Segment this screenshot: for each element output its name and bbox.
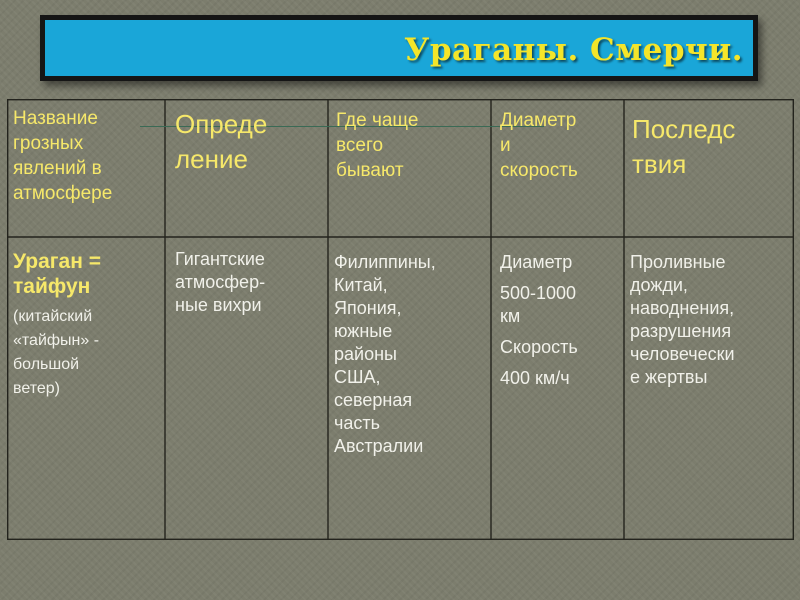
speed-value: 400 км/ч <box>500 368 570 388</box>
cell-where <box>334 251 486 537</box>
definition-text: Гигантские атмосфер- ные вихри <box>175 249 266 315</box>
cell-size <box>500 251 618 537</box>
title-banner <box>40 15 758 81</box>
header-cell-size <box>500 108 625 236</box>
phenomenon-etymology: (китайский «тайфын» - большой ветер) <box>13 308 100 397</box>
header-where: Где чаще всего бывают <box>336 110 419 181</box>
header-cell-where <box>336 108 486 236</box>
header-cell-effects <box>632 112 792 240</box>
where-text: Филиппины, Китай, Япония, южные районы США, северная часть Австралии <box>334 252 436 456</box>
diameter-value: 500-1000 км <box>500 283 577 326</box>
phenomenon-name: Ураган = тайфун <box>13 250 101 298</box>
header-name: Название грозных явлений в атмосфере <box>13 108 113 204</box>
header-cell-definition <box>175 107 325 235</box>
cell-definition <box>175 248 325 534</box>
cell-phenomenon <box>13 249 163 535</box>
speed-label: Скорость <box>500 337 578 357</box>
header-definition: Опреде ление <box>175 109 268 174</box>
header-effects: Последс твия <box>632 114 736 179</box>
header-cell-name <box>13 106 163 234</box>
effects-text: Проливные дожди, наводнения, разрушения человечески е жертвы <box>630 252 735 387</box>
slide-title: Ураганы. Смерчи. <box>404 32 743 68</box>
cell-effects <box>630 251 792 537</box>
diameter-label: Диаметр <box>500 252 573 272</box>
header-size: Диаметр и скорость <box>500 110 578 181</box>
